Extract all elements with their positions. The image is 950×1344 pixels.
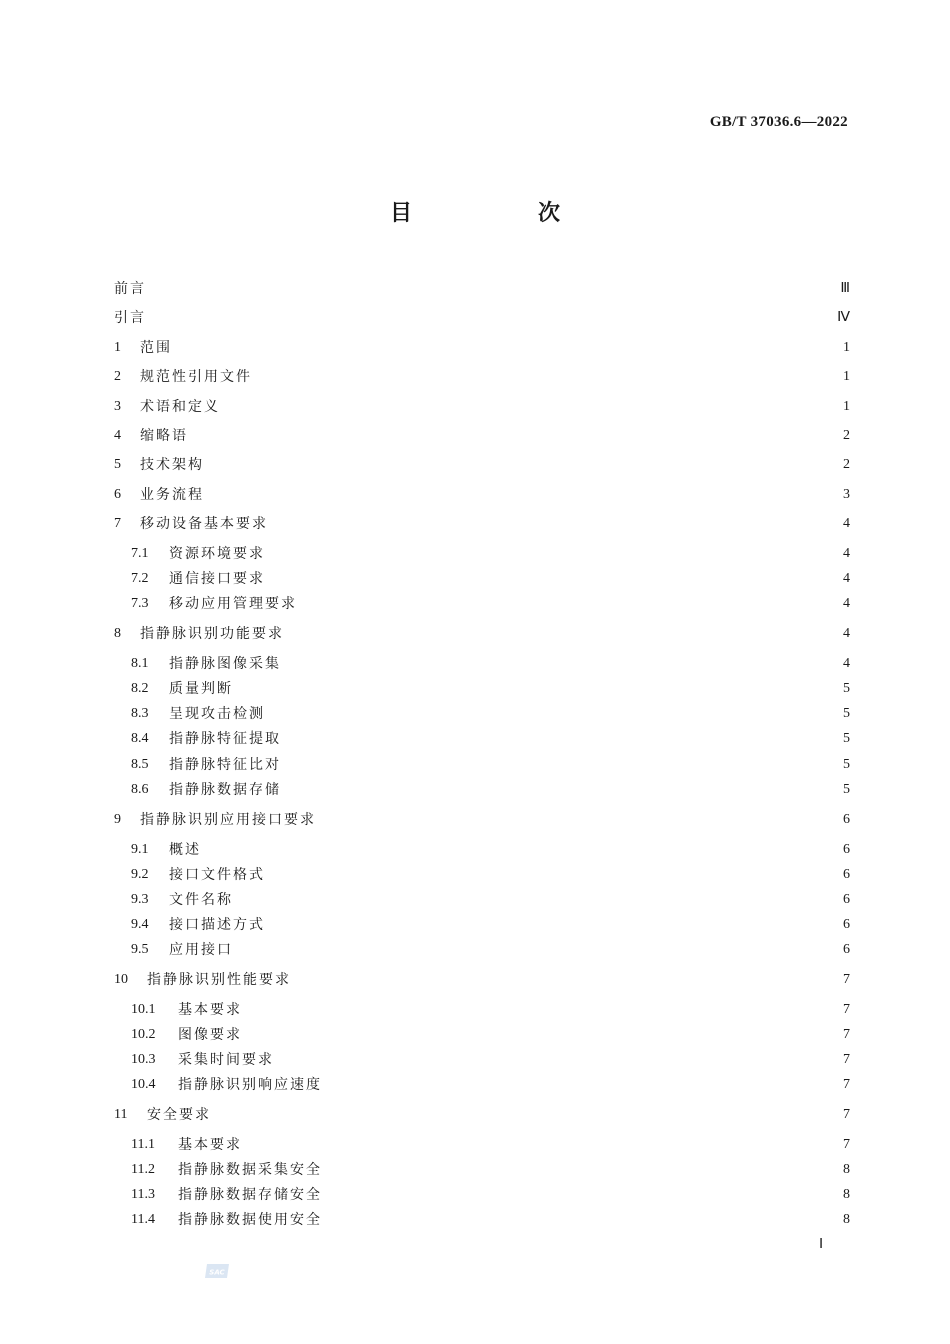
- dot-leader: [258, 367, 835, 387]
- toc-entry-4[interactable]: [114, 426, 850, 446]
- toc-entry-label: 引言: [114, 310, 146, 326]
- toc-entry-number: 7.3: [131, 596, 149, 611]
- toc-entry-7[interactable]: [114, 514, 850, 534]
- toc-entry-number: 10: [114, 972, 128, 987]
- toc-entry-10-1[interactable]: [131, 1000, 850, 1020]
- toc-entry-number: 7.2: [131, 571, 149, 586]
- toc-entry-number: 10.3: [131, 1052, 156, 1067]
- toc-entry-label: 安全要求: [147, 1107, 211, 1123]
- dot-leader: [274, 514, 835, 534]
- toc-entry-label: 采集时间要求: [178, 1052, 274, 1068]
- toc-entry-label: 指静脉数据存储: [169, 782, 281, 798]
- dot-leader: [271, 569, 835, 589]
- toc-entry-label: 基本要求: [178, 1002, 242, 1018]
- toc-entry-label: 应用接口: [169, 942, 233, 958]
- toc-entry-7-3[interactable]: [131, 594, 850, 614]
- toc-entry-3[interactable]: [114, 397, 850, 417]
- dot-leader: [271, 865, 835, 885]
- toc-entry-number: 11.2: [131, 1162, 155, 1177]
- toc-entry-number: 11: [114, 1107, 128, 1122]
- toc-entry-8-1[interactable]: [131, 654, 850, 674]
- toc-entry-7-2[interactable]: [131, 569, 850, 589]
- toc-entry-label: 质量判断: [169, 681, 233, 697]
- toc-entry-number: 11.3: [131, 1187, 155, 1202]
- dot-leader: [152, 308, 832, 328]
- toc-entry-number: 3: [114, 399, 121, 414]
- toc-entry-number: 9.4: [131, 917, 149, 932]
- toc-entry-label: 指静脉图像采集: [169, 656, 281, 672]
- toc-entry-label: 通信接口要求: [169, 571, 265, 587]
- toc-entry-page: 5: [843, 681, 850, 696]
- dot-leader: [271, 915, 835, 935]
- toc-entry-page: 4: [843, 516, 850, 531]
- toc-entry-page: 8: [843, 1187, 850, 1202]
- toc-entry-6[interactable]: [114, 485, 850, 505]
- toc-entry-1[interactable]: [114, 338, 850, 358]
- toc-entry-8[interactable]: [114, 624, 850, 644]
- toc-entry-8-2[interactable]: [131, 679, 850, 699]
- toc-entry-label: 规范性引用文件: [140, 369, 252, 385]
- toc-entry-number: 9.1: [131, 842, 149, 857]
- toc-entry-label: 指静脉识别性能要求: [147, 972, 291, 988]
- toc-entry-11-3[interactable]: [131, 1185, 850, 1205]
- toc-entry-page: 4: [843, 626, 850, 641]
- toc-entry-page: 8: [843, 1212, 850, 1227]
- toc-entry-page: 7: [843, 1002, 850, 1017]
- toc-entry-page: 7: [843, 1027, 850, 1042]
- dot-leader: [226, 397, 835, 417]
- toc-entry-10-3[interactable]: [131, 1050, 850, 1070]
- dot-leader: [239, 679, 835, 699]
- toc-entry-page: 8: [843, 1162, 850, 1177]
- toc-entry-label: 指静脉数据使用安全: [178, 1212, 322, 1228]
- toc-entry-8-6[interactable]: [131, 780, 850, 800]
- toc-entry-page: 7: [843, 1137, 850, 1152]
- toc-entry-9-5[interactable]: [131, 940, 850, 960]
- toc-entry-label: 指静脉识别应用接口要求: [140, 812, 316, 828]
- page-folio: Ⅰ: [819, 1237, 824, 1252]
- toc-entry-page: 2: [843, 457, 850, 472]
- toc-entry-number: 9.5: [131, 942, 149, 957]
- dot-leader: [211, 1105, 835, 1125]
- page-title: 目 次: [389, 201, 612, 226]
- toc-entry-number: 8: [114, 626, 121, 641]
- toc-entry-label: 呈现攻击检测: [169, 706, 265, 722]
- toc-entry-label: 技术架构: [140, 457, 204, 473]
- dot-leader: [210, 455, 835, 475]
- toc-entry-label: 指静脉特征提取: [169, 731, 281, 747]
- dot-leader: [322, 1210, 835, 1230]
- toc-entry-8-5[interactable]: [131, 755, 850, 775]
- toc-entry-page: 1: [843, 340, 850, 355]
- toc-entry-9-1[interactable]: [131, 840, 850, 860]
- sac-watermark-icon: [203, 1262, 231, 1280]
- dot-leader: [242, 1025, 835, 1045]
- toc-entry-page: 7: [843, 972, 850, 987]
- toc-entry-11-1[interactable]: [131, 1135, 850, 1155]
- dot-leader: [271, 544, 835, 564]
- toc-entry-page: 2: [843, 428, 850, 443]
- toc-entry-page: 1: [843, 399, 850, 414]
- dot-leader: [271, 704, 835, 724]
- toc-entry-label: 指静脉识别响应速度: [178, 1077, 322, 1093]
- dot-leader: [210, 485, 835, 505]
- toc-entry-11[interactable]: [114, 1105, 850, 1125]
- toc-entry-10-4[interactable]: [131, 1075, 850, 1095]
- toc-entry-page: 1: [843, 369, 850, 384]
- toc-entry-label: 文件名称: [169, 892, 233, 908]
- dot-leader: [322, 1185, 835, 1205]
- toc-entry-page: Ⅲ: [840, 281, 850, 296]
- toc-entry-number: 9.2: [131, 867, 149, 882]
- toc-entry-label: 移动应用管理要求: [169, 596, 297, 612]
- toc-entry-number: 4: [114, 428, 121, 443]
- toc-entry-label: 术语和定义: [140, 399, 220, 415]
- toc-entry-number: 11.4: [131, 1212, 155, 1227]
- toc-entry-number: 1: [114, 340, 121, 355]
- dot-leader: [239, 890, 835, 910]
- toc-entry-page: 6: [843, 867, 850, 882]
- dot-leader: [287, 729, 835, 749]
- toc-entry-page: 4: [843, 656, 850, 671]
- dot-leader: [290, 624, 835, 644]
- dot-leader: [178, 338, 835, 358]
- toc-entry-number: 8.5: [131, 757, 149, 772]
- toc-entry-page: 4: [843, 596, 850, 611]
- dot-leader: [287, 780, 835, 800]
- dot-leader: [287, 654, 835, 674]
- toc-entry-page: 5: [843, 731, 850, 746]
- dot-leader: [207, 840, 835, 860]
- toc-entry-9[interactable]: [114, 810, 850, 830]
- toc-entry-label: 指静脉数据存储安全: [178, 1187, 322, 1203]
- toc-entry-number: 7: [114, 516, 121, 531]
- dot-leader: [287, 755, 835, 775]
- toc-entry-label: 概述: [169, 842, 201, 858]
- toc-entry-10[interactable]: [114, 970, 850, 990]
- toc-entry-8-4[interactable]: [131, 729, 850, 749]
- toc-entry-page: 5: [843, 757, 850, 772]
- dot-leader: [242, 1000, 835, 1020]
- toc-entry-9-2[interactable]: [131, 865, 850, 885]
- dot-leader: [242, 1135, 835, 1155]
- toc-entry-page: 6: [843, 942, 850, 957]
- toc-entry-2[interactable]: [114, 367, 850, 387]
- svg-text:SAC: SAC: [209, 1268, 225, 1277]
- toc-entry-number: 6: [114, 487, 121, 502]
- dot-leader: [322, 1075, 835, 1095]
- dot-leader: [239, 940, 835, 960]
- toc-entry-7-1[interactable]: [131, 544, 850, 564]
- toc-entry-number: 8.1: [131, 656, 149, 671]
- toc-entry-page: 6: [843, 917, 850, 932]
- toc-entry-9-4[interactable]: [131, 915, 850, 935]
- toc-entry-page: 4: [843, 571, 850, 586]
- toc-entry-number: 8.6: [131, 782, 149, 797]
- toc-entry-number: 8.3: [131, 706, 149, 721]
- toc-entry-page: 7: [843, 1052, 850, 1067]
- toc-entry-page: 5: [843, 782, 850, 797]
- toc-entry-10-2[interactable]: [131, 1025, 850, 1045]
- toc-entry-number: 10.4: [131, 1077, 156, 1092]
- dot-leader: [274, 1050, 835, 1070]
- toc-entry-number: 2: [114, 369, 121, 384]
- toc-entry-page: Ⅳ: [837, 310, 850, 325]
- toc-entry-page: 4: [843, 546, 850, 561]
- toc-entry-label: 指静脉数据采集安全: [178, 1162, 322, 1178]
- toc-entry-label: 移动设备基本要求: [140, 516, 268, 532]
- toc-entry-number: 5: [114, 457, 121, 472]
- toc-entry-11-4[interactable]: [131, 1210, 850, 1230]
- toc-entry-label: 缩略语: [140, 428, 188, 444]
- toc-entry-label: 前言: [114, 281, 146, 297]
- toc-entry-number: 9.3: [131, 892, 149, 907]
- dot-leader: [322, 1160, 835, 1180]
- toc-entry-label: 接口文件格式: [169, 867, 265, 883]
- toc-entry-page: 6: [843, 842, 850, 857]
- dot-leader: [303, 594, 835, 614]
- dot-leader: [291, 970, 835, 990]
- toc-entry-introduction[interactable]: [114, 308, 850, 328]
- toc-entry-number: 8.2: [131, 681, 149, 696]
- toc-entry-9-3[interactable]: [131, 890, 850, 910]
- toc-entry-foreword[interactable]: [114, 279, 850, 299]
- toc-entry-page: 7: [843, 1107, 850, 1122]
- toc-entry-label: 接口描述方式: [169, 917, 265, 933]
- toc-entry-label: 基本要求: [178, 1137, 242, 1153]
- toc-entry-number: 7.1: [131, 546, 149, 561]
- toc-entry-label: 业务流程: [140, 487, 204, 503]
- toc-entry-number: 8.4: [131, 731, 149, 746]
- toc-entry-8-3[interactable]: [131, 704, 850, 724]
- toc-entry-number: 9: [114, 812, 121, 827]
- toc-entry-label: 图像要求: [178, 1027, 242, 1043]
- toc-entry-number: 10.2: [131, 1027, 156, 1042]
- toc-entry-page: 5: [843, 706, 850, 721]
- toc-entry-5[interactable]: [114, 455, 850, 475]
- toc-entry-number: 11.1: [131, 1137, 155, 1152]
- dot-leader: [322, 810, 835, 830]
- toc-entry-page: 6: [843, 812, 850, 827]
- toc-entry-label: 指静脉识别功能要求: [140, 626, 284, 642]
- toc-entry-label: 资源环境要求: [169, 546, 265, 562]
- toc-entry-page: 7: [843, 1077, 850, 1092]
- dot-leader: [194, 426, 835, 446]
- toc-entry-number: 10.1: [131, 1002, 156, 1017]
- toc-entry-label: 范围: [140, 340, 172, 356]
- standard-number: GB/T 37036.6—2022: [709, 114, 848, 130]
- toc-entry-11-2[interactable]: [131, 1160, 850, 1180]
- toc-entry-page: 3: [843, 487, 850, 502]
- dot-leader: [152, 279, 835, 299]
- toc-entry-page: 6: [843, 892, 850, 907]
- toc-entry-label: 指静脉特征比对: [169, 757, 281, 773]
